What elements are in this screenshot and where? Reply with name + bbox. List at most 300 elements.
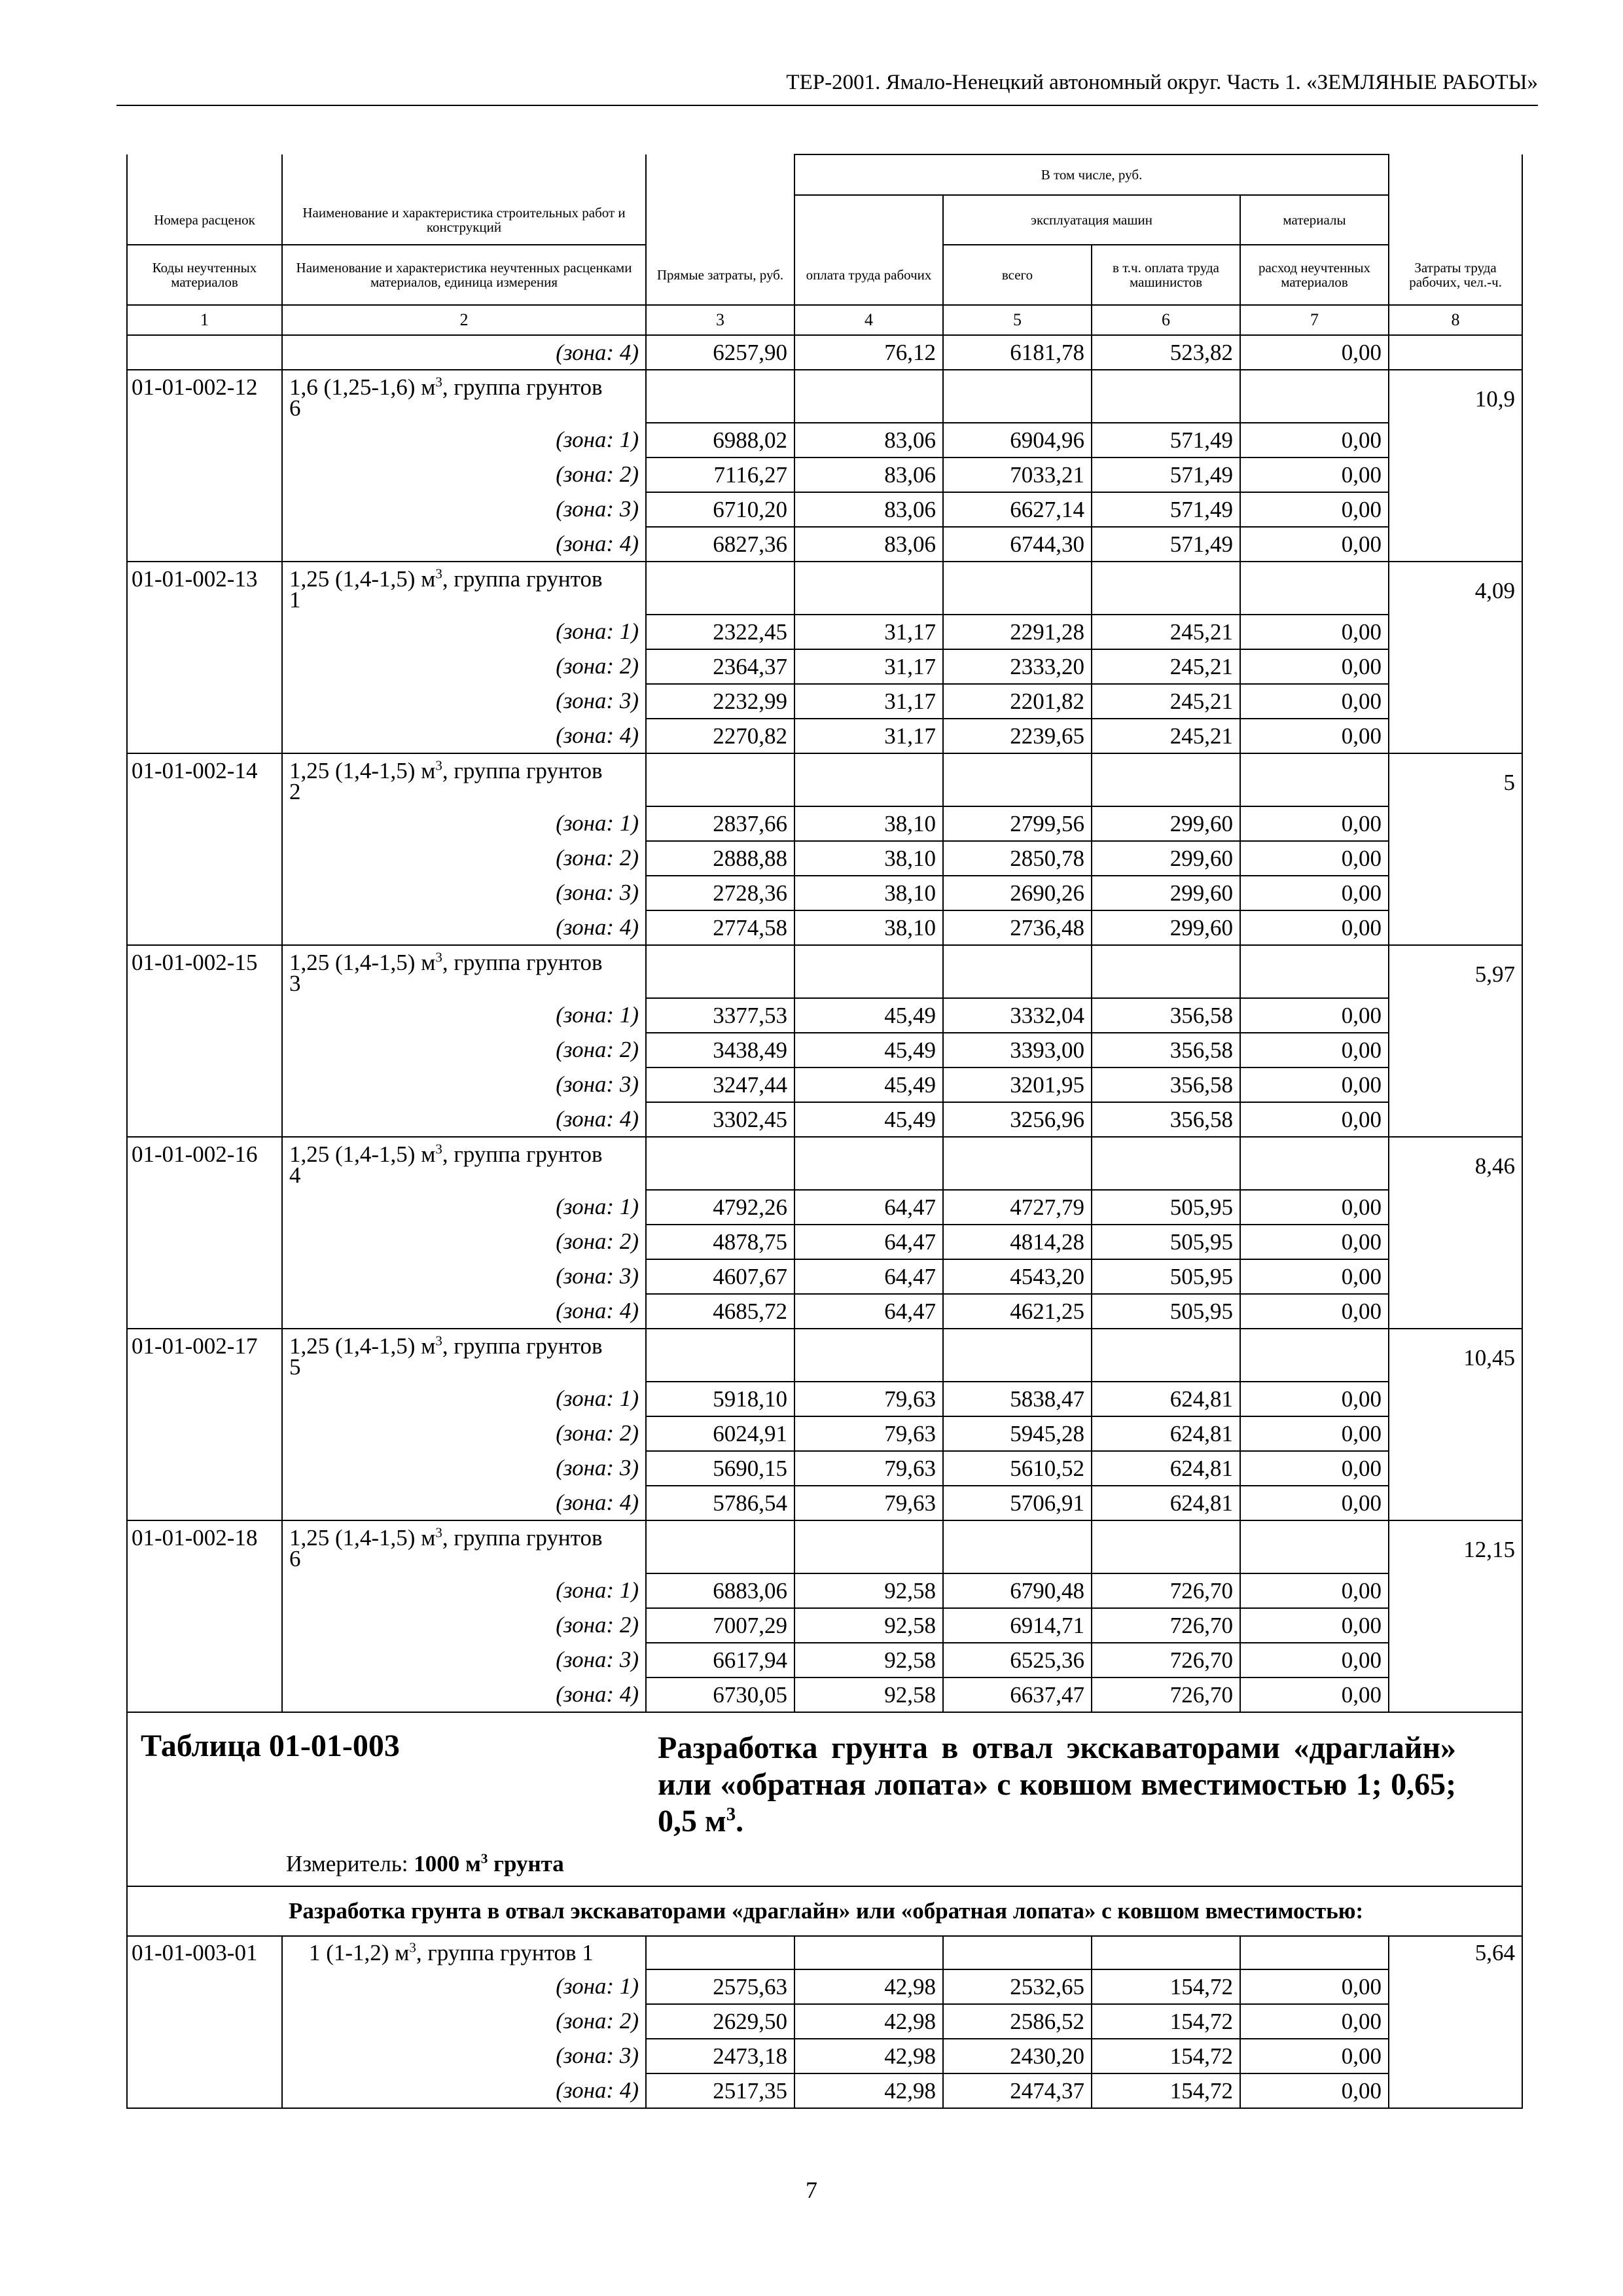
machinist-pay: 726,70 <box>1092 1573 1240 1608</box>
blank-cell <box>1092 1329 1240 1382</box>
zone-row <box>127 2073 1522 2108</box>
rate-code: 01-01-002-13 <box>127 562 282 615</box>
desc-text: , группа грунтов <box>442 374 603 400</box>
power-sup: 3 <box>435 1141 442 1157</box>
blank-cell <box>1092 945 1240 998</box>
zone-label: (зона: 2) <box>282 1608 646 1643</box>
zone-row <box>127 1608 1522 1643</box>
direct-cost: 3438,49 <box>646 1033 794 1067</box>
machinists-header: в т.ч. оплата труда машинистов <box>1092 245 1240 305</box>
blank-cell <box>127 1225 282 1259</box>
blank-cell <box>943 945 1092 998</box>
desc-text: , группа грунтов <box>442 758 603 783</box>
zone-label: (зона: 3) <box>282 1067 646 1102</box>
desc-text: 1,25 (1,4-1,5) м <box>289 1333 436 1359</box>
blank-cell <box>1389 195 1522 245</box>
rate-code: 01-01-002-17 <box>127 1329 282 1382</box>
desc-text: , группа грунтов <box>442 1141 603 1167</box>
blank-cell <box>646 1329 794 1382</box>
machinist-pay: 571,49 <box>1092 527 1240 562</box>
measure-label: Измеритель: <box>286 1851 414 1876</box>
blank-cell <box>127 1102 282 1137</box>
worker-pay: 45,49 <box>794 1102 943 1137</box>
machinist-pay: 726,70 <box>1092 1677 1240 1712</box>
zone-row <box>127 998 1522 1033</box>
blank-cell <box>1389 910 1522 945</box>
zone-row <box>127 1416 1522 1451</box>
machinist-pay: 299,60 <box>1092 910 1240 945</box>
materials-cost: 0,00 <box>1240 649 1389 684</box>
direct-cost: 6024,91 <box>646 1416 794 1451</box>
zone-label: (зона: 4) <box>282 335 646 370</box>
materials-cost: 0,00 <box>1240 615 1389 649</box>
materials-cost: 0,00 <box>1240 1486 1389 1520</box>
col-number: 6 <box>1092 305 1240 335</box>
rate-row <box>127 1329 1522 1382</box>
machine-cost: 4543,20 <box>943 1259 1092 1294</box>
materials-cost: 0,00 <box>1240 1643 1389 1677</box>
zone-label: (зона: 3) <box>282 1643 646 1677</box>
materials-cost: 0,00 <box>1240 2004 1389 2039</box>
worker-pay: 92,58 <box>794 1643 943 1677</box>
power-sup: 3 <box>480 1850 488 1867</box>
blank-cell <box>943 1137 1092 1190</box>
blank-cell <box>127 1294 282 1329</box>
machinist-pay: 624,81 <box>1092 1382 1240 1416</box>
rate-code: 01-01-002-16 <box>127 1137 282 1190</box>
zone-row <box>127 1190 1522 1225</box>
machine-cost: 2586,52 <box>943 2004 1092 2039</box>
blank-cell <box>127 649 282 684</box>
blank-cell <box>127 1033 282 1067</box>
col-number: 5 <box>943 305 1092 335</box>
worker-pay: 83,06 <box>794 457 943 492</box>
rate-code: 01-01-002-15 <box>127 945 282 998</box>
worker-pay: 45,49 <box>794 1067 943 1102</box>
desc-text: , группа грунтов <box>442 566 603 592</box>
table-003-title-row <box>141 1730 1508 1840</box>
blank-cell <box>1389 841 1522 876</box>
desc-text: 1,6 (1,25-1,6) м <box>289 374 436 400</box>
rate-description <box>282 1137 646 1190</box>
col-number: 4 <box>794 305 943 335</box>
table-003-header <box>127 1712 1522 1886</box>
blank-cell <box>127 1190 282 1225</box>
machinist-pay: 726,70 <box>1092 1643 1240 1677</box>
materials-header: материалы <box>1240 195 1389 245</box>
machine-cost: 5838,47 <box>943 1382 1092 1416</box>
machine-cost: 7033,21 <box>943 457 1092 492</box>
machinist-pay: 299,60 <box>1092 876 1240 910</box>
zone-label: (зона: 1) <box>282 1573 646 1608</box>
machine-cost: 2799,56 <box>943 806 1092 841</box>
blank-cell <box>1389 154 1522 195</box>
materials-cost: 0,00 <box>1240 2073 1389 2108</box>
labor-cost: 8,46 <box>1389 1137 1522 1190</box>
blank-cell <box>127 154 282 195</box>
blank-cell <box>127 719 282 753</box>
blank-cell <box>1389 615 1522 649</box>
rate-description <box>282 753 646 806</box>
zone-label: (зона: 1) <box>282 998 646 1033</box>
blank-cell <box>127 1259 282 1294</box>
blank-cell <box>1092 370 1240 423</box>
machine-ops-header: эксплуатация машин <box>943 195 1240 245</box>
labor-cost: 4,09 <box>1389 562 1522 615</box>
machinist-pay: 624,81 <box>1092 1486 1240 1520</box>
blank-cell <box>794 1329 943 1382</box>
power-sup: 3 <box>435 1524 442 1541</box>
rate-code: 01-01-002-12 <box>127 370 282 423</box>
power-sup: 3 <box>435 1333 442 1349</box>
blank-cell <box>127 1643 282 1677</box>
direct-cost: 6883,06 <box>646 1573 794 1608</box>
zone-label: (зона: 4) <box>282 1294 646 1329</box>
soil-group: 1 <box>289 587 301 613</box>
direct-cost: 2837,66 <box>646 806 794 841</box>
blank-cell <box>1092 753 1240 806</box>
zone-label: (зона: 4) <box>282 1486 646 1520</box>
blank-cell <box>1389 1382 1522 1416</box>
machine-cost: 2532,65 <box>943 1969 1092 2004</box>
desc-text: 1,25 (1,4-1,5) м <box>289 566 436 592</box>
machine-cost: 2850,78 <box>943 841 1092 876</box>
blank-cell <box>1240 562 1389 615</box>
blank-cell <box>127 876 282 910</box>
machine-cost: 5706,91 <box>943 1486 1092 1520</box>
blank-cell <box>646 562 794 615</box>
running-header: ТЕР-2001. Ямало-Ненецкий автономный округ. Часть 1. «ЗЕМЛЯНЫЕ РАБОТЫ» <box>786 71 1538 94</box>
machinist-pay: 245,21 <box>1092 719 1240 753</box>
blank-cell <box>943 1936 1092 1969</box>
blank-cell <box>1389 335 1522 370</box>
zone-row <box>127 649 1522 684</box>
zone-row <box>127 1259 1522 1294</box>
worker-pay: 83,06 <box>794 527 943 562</box>
machinist-pay: 356,58 <box>1092 1033 1240 1067</box>
materials-cost: 0,00 <box>1240 841 1389 876</box>
desc-text: , группа грунтов <box>442 1333 603 1359</box>
zone-row <box>127 1451 1522 1486</box>
zone-row <box>127 1573 1522 1608</box>
direct-cost: 6988,02 <box>646 423 794 457</box>
worker-pay: 38,10 <box>794 806 943 841</box>
blank-cell <box>1389 684 1522 719</box>
zone-row <box>127 806 1522 841</box>
blank-cell <box>943 1520 1092 1573</box>
blank-cell <box>1389 527 1522 562</box>
materials-cost: 0,00 <box>1240 1259 1389 1294</box>
rate-description <box>282 1520 646 1573</box>
rate-code: 01-01-002-14 <box>127 753 282 806</box>
machinist-pay: 571,49 <box>1092 423 1240 457</box>
zone-label: (зона: 3) <box>282 2039 646 2073</box>
zone-label: (зона: 4) <box>282 1102 646 1137</box>
rate-code: 01-01-002-18 <box>127 1520 282 1573</box>
worker-pay: 42,98 <box>794 2039 943 2073</box>
desc-text: , группа грунтов <box>442 1525 603 1551</box>
blank-cell <box>646 1936 794 1969</box>
blank-cell <box>1389 719 1522 753</box>
blank-cell <box>1389 2039 1522 2073</box>
worker-pay: 64,47 <box>794 1225 943 1259</box>
blank-cell <box>1389 876 1522 910</box>
col-number: 8 <box>1389 305 1522 335</box>
table-003-description <box>658 1730 1508 1840</box>
soil-group: 6 <box>289 395 301 421</box>
direct-cost: 6710,20 <box>646 492 794 527</box>
rate-row <box>127 1520 1522 1573</box>
worker-pay: 92,58 <box>794 1573 943 1608</box>
blank-cell <box>1240 753 1389 806</box>
col-number: 1 <box>127 305 282 335</box>
worker-pay: 31,17 <box>794 615 943 649</box>
materials-cost: 0,00 <box>1240 1382 1389 1416</box>
machinist-pay: 505,95 <box>1092 1294 1240 1329</box>
soil-group: 4 <box>289 1162 301 1188</box>
materials-cost: 0,00 <box>1240 684 1389 719</box>
machinist-pay: 356,58 <box>1092 1067 1240 1102</box>
machine-cost: 5945,28 <box>943 1416 1092 1451</box>
blank-cell <box>794 195 943 245</box>
direct-cost: 7116,27 <box>646 457 794 492</box>
machinist-pay: 245,21 <box>1092 684 1240 719</box>
blank-cell <box>794 1137 943 1190</box>
col-number: 2 <box>282 305 646 335</box>
blank-cell <box>943 370 1092 423</box>
rate-description <box>282 562 646 615</box>
materials-cost: 0,00 <box>1240 719 1389 753</box>
page-number: 7 <box>806 2177 817 2203</box>
materials-cost: 0,00 <box>1240 457 1389 492</box>
zone-row <box>127 910 1522 945</box>
direct-cost: 2232,99 <box>646 684 794 719</box>
codes-header: Коды неучтенных материалов <box>127 245 282 305</box>
direct-cost: 3377,53 <box>646 998 794 1033</box>
soil-group: 5 <box>289 1354 301 1380</box>
materials-cost: 0,00 <box>1240 1067 1389 1102</box>
machinist-pay: 356,58 <box>1092 998 1240 1033</box>
zone-label: (зона: 3) <box>282 492 646 527</box>
direct-cost: 5786,54 <box>646 1486 794 1520</box>
in-total-header: В том числе, руб. <box>794 154 1389 195</box>
blank-cell <box>1389 1643 1522 1677</box>
name-header: Наименование и характеристика строительных работ и конструкций <box>282 195 646 245</box>
machine-cost: 6914,71 <box>943 1608 1092 1643</box>
blank-cell <box>127 806 282 841</box>
blank-cell <box>1240 1520 1389 1573</box>
machine-cost: 3256,96 <box>943 1102 1092 1137</box>
desc-text: 1,25 (1,4-1,5) м <box>289 950 436 975</box>
blank-cell <box>1389 1190 1522 1225</box>
blank-cell <box>127 1886 282 1936</box>
machine-cost: 2474,37 <box>943 2073 1092 2108</box>
worker-pay: 31,17 <box>794 719 943 753</box>
blank-cell <box>127 998 282 1033</box>
blank-cell <box>646 945 794 998</box>
blank-cell <box>127 615 282 649</box>
machinist-pay: 356,58 <box>1092 1102 1240 1137</box>
blank-cell <box>127 2039 282 2073</box>
direct-cost: 2575,63 <box>646 1969 794 2004</box>
blank-cell <box>1389 1608 1522 1643</box>
zone-row <box>127 1067 1522 1102</box>
blank-cell <box>646 1520 794 1573</box>
materials-cost: 0,00 <box>1240 1573 1389 1608</box>
blank-cell <box>127 335 282 370</box>
blank-cell <box>1389 806 1522 841</box>
materials-cost: 0,00 <box>1240 1033 1389 1067</box>
blank-cell <box>794 562 943 615</box>
machinist-pay: 624,81 <box>1092 1451 1240 1486</box>
worker-pay: 31,17 <box>794 649 943 684</box>
zone-row <box>127 1382 1522 1416</box>
labor-cost: 5 <box>1389 753 1522 806</box>
direct-costs-header: Прямые затраты, руб. <box>646 245 794 305</box>
worker-pay: 42,98 <box>794 1969 943 2004</box>
col-number: 3 <box>646 305 794 335</box>
blank-cell <box>1389 2004 1522 2039</box>
materials-cost: 0,00 <box>1240 335 1389 370</box>
blank-cell <box>127 2073 282 2108</box>
machine-cost: 2430,20 <box>943 2039 1092 2073</box>
blank-cell <box>127 1969 282 2004</box>
blank-cell <box>1389 1451 1522 1486</box>
table-003-desc-end: . <box>736 1804 744 1839</box>
power-sup: 3 <box>435 949 442 965</box>
blank-cell <box>282 154 646 195</box>
direct-cost: 6617,94 <box>646 1643 794 1677</box>
blank-cell <box>646 753 794 806</box>
worker-pay: 64,47 <box>794 1190 943 1225</box>
zone-row <box>127 1969 1522 2004</box>
power-sup: 3 <box>409 1939 416 1956</box>
worker-pay: 76,12 <box>794 335 943 370</box>
worker-pay: 92,58 <box>794 1608 943 1643</box>
blank-cell <box>1092 1137 1240 1190</box>
measure-value-text: грунта <box>488 1851 564 1876</box>
blank-cell <box>1389 1102 1522 1137</box>
blank-cell <box>127 527 282 562</box>
machine-cost: 6181,78 <box>943 335 1092 370</box>
zone-label: (зона: 2) <box>282 841 646 876</box>
zone-label: (зона: 3) <box>282 1259 646 1294</box>
worker-pay: 83,06 <box>794 423 943 457</box>
machinist-pay: 154,72 <box>1092 1969 1240 2004</box>
machine-cost: 3201,95 <box>943 1067 1092 1102</box>
zone-row <box>127 1643 1522 1677</box>
materials-cost: 0,00 <box>1240 1294 1389 1329</box>
blank-cell <box>1092 562 1240 615</box>
zone-row <box>127 684 1522 719</box>
section-title: Разработка грунта в отвал экскаваторами «драглайн» или «обратная лопата» с ковшом вместимостью: <box>282 1886 1522 1936</box>
rate-row <box>127 1137 1522 1190</box>
direct-cost: 5918,10 <box>646 1382 794 1416</box>
rate-row <box>127 945 1522 998</box>
machine-cost: 6790,48 <box>943 1573 1092 1608</box>
direct-cost: 2473,18 <box>646 2039 794 2073</box>
direct-cost: 2888,88 <box>646 841 794 876</box>
blank-cell <box>127 1416 282 1451</box>
machinist-pay: 523,82 <box>1092 335 1240 370</box>
blank-cell <box>127 2004 282 2039</box>
worker-pay: 45,49 <box>794 998 943 1033</box>
zone-label: (зона: 4) <box>282 527 646 562</box>
zone-row <box>127 457 1522 492</box>
blank-cell <box>1389 1573 1522 1608</box>
blank-cell <box>127 1677 282 1712</box>
rate-row <box>127 1936 1522 1969</box>
zone-label: (зона: 3) <box>282 876 646 910</box>
zone-row <box>127 2039 1522 2073</box>
blank-cell <box>1389 1259 1522 1294</box>
blank-cell <box>794 1520 943 1573</box>
zone-row <box>127 1102 1522 1137</box>
labor-cost: 12,15 <box>1389 1520 1522 1573</box>
worker-pay: 31,17 <box>794 684 943 719</box>
zone-label: (зона: 4) <box>282 2073 646 2108</box>
zone-label: (зона: 2) <box>282 1416 646 1451</box>
desc-text: , группа грунтов <box>442 950 603 975</box>
materials-cost: 0,00 <box>1240 1677 1389 1712</box>
blank-cell <box>1389 1033 1522 1067</box>
direct-cost: 4878,75 <box>646 1225 794 1259</box>
worker-pay: 42,98 <box>794 2004 943 2039</box>
direct-cost: 4685,72 <box>646 1294 794 1329</box>
blank-cell <box>794 1936 943 1969</box>
machine-cost: 4814,28 <box>943 1225 1092 1259</box>
direct-cost: 2774,58 <box>646 910 794 945</box>
zone-row <box>127 2004 1522 2039</box>
direct-cost: 3247,44 <box>646 1067 794 1102</box>
labor-header: Затраты труда рабочих, чел.-ч. <box>1389 245 1522 305</box>
materials-cost: 0,00 <box>1240 1451 1389 1486</box>
worker-pay: 79,63 <box>794 1382 943 1416</box>
worker-pay: 38,10 <box>794 910 943 945</box>
soil-group: 3 <box>289 971 301 996</box>
table-003-title: Таблица 01-01-003 <box>141 1729 400 1763</box>
materials-cost: 0,00 <box>1240 1416 1389 1451</box>
blank-cell <box>1240 945 1389 998</box>
rate-code: 01-01-003-01 <box>127 1936 282 1969</box>
machinist-pay: 154,72 <box>1092 2039 1240 2073</box>
blank-cell <box>127 423 282 457</box>
worker-pay: 83,06 <box>794 492 943 527</box>
machines-total-header: всего <box>943 245 1092 305</box>
desc-text: 1 (1-1,2) м <box>309 1940 410 1965</box>
blank-cell <box>1389 423 1522 457</box>
blank-cell <box>127 684 282 719</box>
zone-label: (зона: 3) <box>282 684 646 719</box>
desc-text: 1,25 (1,4-1,5) м <box>289 1525 436 1551</box>
power-sup: 3 <box>726 1804 736 1825</box>
machine-cost: 6525,36 <box>943 1643 1092 1677</box>
zone-row <box>127 492 1522 527</box>
rate-description <box>282 1329 646 1382</box>
materials-cost: 0,00 <box>1240 527 1389 562</box>
rate-row <box>127 562 1522 615</box>
machine-cost: 2690,26 <box>943 876 1092 910</box>
direct-cost: 2322,45 <box>646 615 794 649</box>
machinist-pay: 245,21 <box>1092 649 1240 684</box>
blank-cell <box>1389 1067 1522 1102</box>
blank-cell <box>127 1382 282 1416</box>
zone-row <box>127 1033 1522 1067</box>
machinist-pay: 571,49 <box>1092 492 1240 527</box>
zone-row <box>127 423 1522 457</box>
rate-numbers-header: Номера расценок <box>127 195 282 245</box>
direct-cost: 7007,29 <box>646 1608 794 1643</box>
